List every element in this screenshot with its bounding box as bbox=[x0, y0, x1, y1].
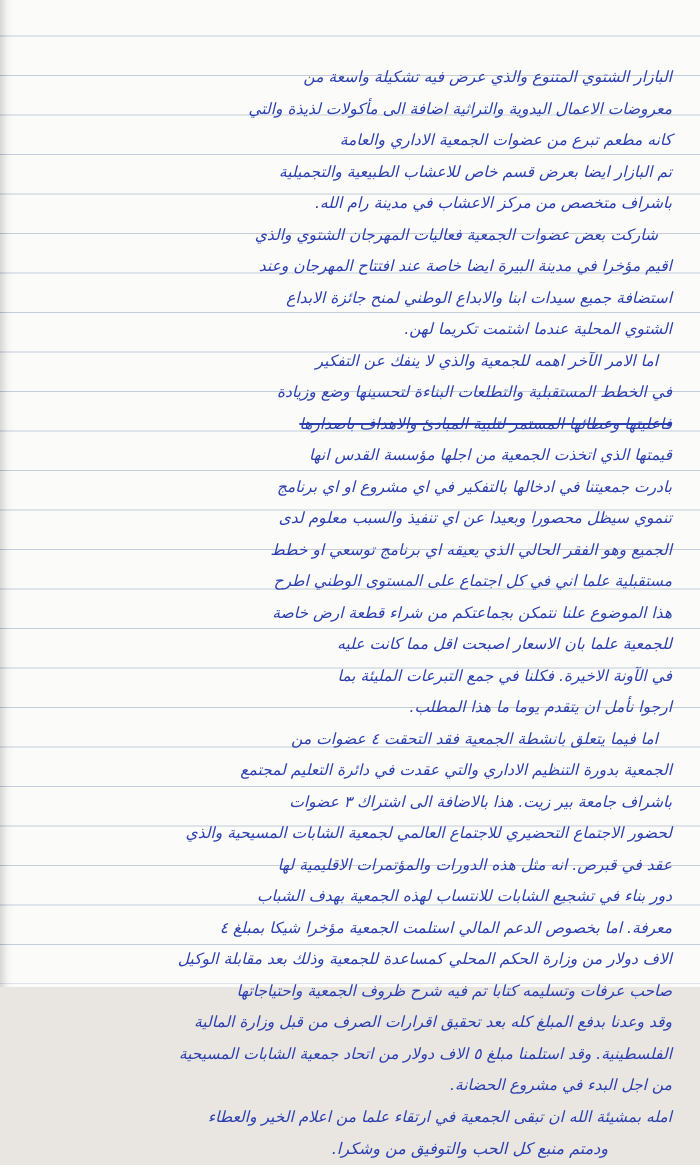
letter-line: الاف دولار من وزارة الحكم المحلي كمساعدة للجمعية وذلك بعد مقابلة الوكيل bbox=[177, 950, 672, 968]
letter-line: البازار الشتوي المتنوع والذي عرض فيه تشكيلة واسعة من bbox=[303, 68, 672, 86]
letter-line: الفلسطينية. وقد استلمنا مبلغ ٥ الاف دولار من اتحاد جمعية الشابات المسيحية bbox=[178, 1044, 672, 1063]
letter-line: اما الامر الآخر اهمه للجمعية والذي لا ينفك عن التفكير bbox=[315, 351, 658, 370]
letter-line: باشراف متخصص من مركز الاعشاب في مدينة رام الله. bbox=[314, 194, 672, 212]
letter-line: اقيم مؤخرا في مدينة البيرة ايضا خاصة عند افتتاح المهرجان وعند bbox=[258, 257, 672, 275]
letter-line: معروضات الاعمال اليدوية والتراثية اضافة الى مأكولات لذيذة والتي bbox=[248, 99, 672, 118]
letter-line-closing: امله بمشيئة الله ان تبقى الجمعية في ارتقاء علما من اعلام الخير والعطاء bbox=[207, 1107, 672, 1126]
letter-line: صاحب عرفات وتسليمه كتابا تم فيه شرح ظروف الجمعية واحتياجاتها bbox=[236, 981, 672, 1000]
sheet-edge-shadow bbox=[0, 0, 8, 987]
letter-line: الجميع وهو الفقر الحالي الذي يعيقه اي برنامج توسعي او خطط bbox=[270, 540, 672, 559]
letter-line: تنموي سيظل محصورا وبعيدا عن اي تنفيذ والسبب معلوم لدى bbox=[278, 509, 672, 527]
letter-line: هذا الموضوع علنا نتمكن بجماعتكم من شراء قطعة ارض خاصة bbox=[272, 603, 672, 622]
letter-line: الجمعية بدورة التنظيم الاداري والتي عقدت في دائرة التعليم لمجتمع bbox=[240, 761, 672, 779]
letter-line: الشتوي المحلية عندما اشتمت تكريما لهن. bbox=[404, 320, 672, 338]
letter-line: باشراف جامعة بير زيت. هذا بالاضافة الى اشتراك ٣ عضوات bbox=[289, 792, 672, 811]
letter-line: اما فيما يتعلق بانشطة الجمعية فقد التحقت ٤ عضوات من bbox=[291, 729, 658, 748]
letter-line: كانه مطعم تبرع من عضوات الجمعية الاداري والعامة bbox=[339, 131, 672, 149]
letter-line: للجمعية علما بان الاسعار اصبحت اقل مما كانت عليه bbox=[337, 635, 672, 653]
letter-line: استضافة جميع سيدات ابنا والابداع الوطني لمنح جائزة الابداع bbox=[286, 288, 672, 307]
letter-line: من اجل البدء في مشروع الحضانة. bbox=[450, 1076, 672, 1094]
letter-line: قيمتها الذي اتخذت الجمعية من اجلها مؤسسة القدس انها bbox=[309, 446, 672, 464]
letter-signoff: ودمتم منبع كل الحب والتوفيق من وشكرا. bbox=[331, 1139, 608, 1158]
letter-line: عقد في قبرص. انه مثل هذه الدورات والمؤتمرات الاقليمية لها bbox=[277, 855, 672, 874]
letter-line: في الآونة الاخيرة. فكلنا في جمع التبرعات المليئة بما bbox=[337, 666, 672, 685]
letter-line: دور بناء في تشجيع الشابات للانتساب لهذه الجمعية بهدف الشباب bbox=[256, 887, 672, 905]
letter-line: مستقبلية علما اني في كل اجتماع على المستوى الوطني اطرح bbox=[273, 572, 672, 590]
letter-line: شاركت بعض عضوات الجمعية فعاليات المهرجان الشتوي والذي bbox=[254, 225, 658, 244]
letter-line: في الخطط المستقبلية والتطلعات البناءة لتحسينها وضع وزيادة bbox=[276, 383, 672, 401]
letter-line: لحضور الاجتماع التحضيري للاجتماع العالمي لجمعية الشابات المسيحية والذي bbox=[185, 824, 672, 842]
letter-line-struck: فاعليتها وعطائها المستمر لتلبية المبادئ والاهداف باصدارها bbox=[299, 414, 672, 433]
letter-line: ارجوا نأمل ان يتقدم يوما ما هذا المطلب. bbox=[409, 698, 672, 716]
letter-line: بادرت جمعيتنا في ادخالها بالتفكير في اي مشروع او اي برنامج bbox=[276, 477, 672, 496]
letter-line: تم البازار ايضا بعرض قسم خاص للاعشاب الطبيعية والتجميلية bbox=[278, 162, 672, 181]
letter-line: معرفة. اما بخصوص الدعم المالي استلمت الجمعية مؤخرا شيكا بمبلغ ٤ bbox=[219, 918, 672, 937]
letter-line: وقد وعدنا بدفع المبلغ كله بعد تحقيق اقرارات الصرف من قبل وزارة المالية bbox=[193, 1013, 672, 1031]
handwritten-letter-text bbox=[28, 62, 672, 1158]
